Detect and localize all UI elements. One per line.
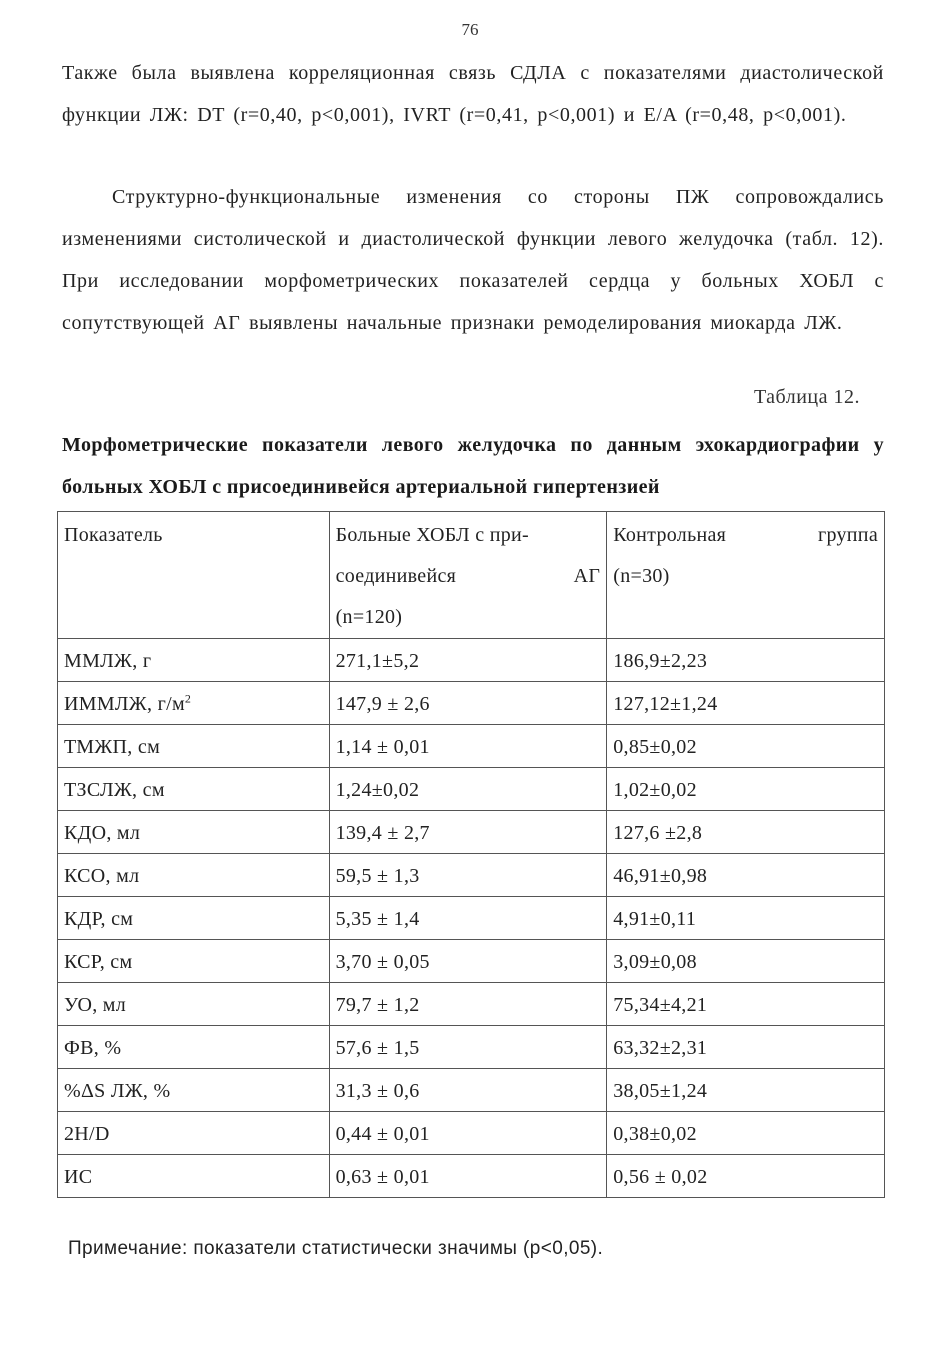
- parameter-label: УО, мл: [64, 994, 127, 1016]
- parameter-label: 2Н/D: [64, 1123, 110, 1145]
- morphometry-table: [57, 511, 885, 1198]
- cell-control-value: 127,12±1,24: [607, 682, 885, 725]
- table-row: [58, 983, 885, 1026]
- header-patients-line2-a: соединивейся: [335, 565, 457, 587]
- cell-patients-value: 1,14 ± 0,01: [329, 725, 607, 768]
- header-patients-line1: Больные ХОБЛ с при-: [335, 524, 529, 546]
- cell-patients-value: 3,70 ± 0,05: [329, 940, 607, 983]
- parameter-label: ИММЛЖ, г/м: [64, 693, 185, 715]
- header-patients-line2: [336, 556, 601, 597]
- table-row: [58, 725, 885, 768]
- table-header-row: [58, 512, 885, 639]
- parameter-label: КСР, см: [64, 951, 133, 973]
- table-row: [58, 682, 885, 725]
- cell-parameter: [58, 639, 330, 682]
- cell-parameter: [58, 897, 330, 940]
- parameter-label: ТЗСЛЖ, см: [64, 779, 165, 801]
- header-control-line1-a: Контрольная: [613, 524, 727, 546]
- parameter-label: %ΔS ЛЖ, %: [64, 1080, 171, 1102]
- header-patients: [329, 512, 607, 639]
- parameter-label: КДО, мл: [64, 822, 141, 844]
- cell-control-value: 4,91±0,11: [607, 897, 885, 940]
- parameter-label: ИС: [64, 1166, 93, 1188]
- header-control-line2: (n=30): [613, 565, 670, 587]
- cell-patients-value: 0,63 ± 0,01: [329, 1155, 607, 1198]
- cell-parameter: [58, 768, 330, 811]
- paragraph-correlation: Также была выявлена корреляционная связь СДЛА с показателями диастолической функции ЛЖ: DT (r=0,40, p<0,001), IVRT (r=0,41, p<0,001) и E/A (r=0,48, p<0,001).: [62, 62, 884, 126]
- cell-patients-value: 79,7 ± 1,2: [329, 983, 607, 1026]
- cell-parameter: [58, 854, 330, 897]
- table-row: [58, 1026, 885, 1069]
- cell-control-value: 0,38±0,02: [607, 1112, 885, 1155]
- header-control: [607, 512, 885, 639]
- cell-parameter: [58, 1069, 330, 1112]
- parameter-label: ТМЖП, см: [64, 736, 161, 758]
- parameter-label: ФВ, %: [64, 1037, 122, 1059]
- cell-control-value: 63,32±2,31: [607, 1026, 885, 1069]
- cell-patients-value: 0,44 ± 0,01: [329, 1112, 607, 1155]
- table-body: [58, 639, 885, 1198]
- cell-patients-value: 147,9 ± 2,6: [329, 682, 607, 725]
- cell-patients-value: 57,6 ± 1,5: [329, 1026, 607, 1069]
- table-row: [58, 811, 885, 854]
- paragraph-structural-changes: Структурно-функциональные изменения со стороны ПЖ сопровождались изменениями систолической и диастолической функции левого желудочка (табл. 12). При исследовании морфометрических показателей сердца у больных ХОБЛ с сопутствующей АГ выявлены начальные признаки ремоделирования миокарда ЛЖ.: [62, 186, 884, 334]
- cell-control-value: 38,05±1,24: [607, 1069, 885, 1112]
- cell-control-value: 1,02±0,02: [607, 768, 885, 811]
- cell-control-value: 0,56 ± 0,02: [607, 1155, 885, 1198]
- cell-parameter: [58, 1155, 330, 1198]
- cell-patients-value: 59,5 ± 1,3: [329, 854, 607, 897]
- parameter-label: КДР, см: [64, 908, 134, 930]
- cell-patients-value: 1,24±0,02: [329, 768, 607, 811]
- cell-parameter: [58, 1112, 330, 1155]
- table-row: [58, 639, 885, 682]
- table-label: Таблица 12.: [753, 386, 860, 408]
- cell-parameter: [58, 811, 330, 854]
- table-note: Примечание: показатели статистически значимы (p<0,05).: [68, 1238, 604, 1259]
- header-control-line1: [613, 515, 878, 556]
- cell-parameter: [58, 940, 330, 983]
- table-row: [58, 940, 885, 983]
- table-row: [58, 1155, 885, 1198]
- header-parameter: [58, 512, 330, 639]
- table-title: Морфометрические показатели левого желудочка по данным эхокардиографии у больных ХОБЛ с присоединивейся артериальной гипертензией: [62, 434, 884, 498]
- cell-parameter: [58, 682, 330, 725]
- table-row: [58, 1112, 885, 1155]
- parameter-label: КСО, мл: [64, 865, 140, 887]
- cell-control-value: 75,34±4,21: [607, 983, 885, 1026]
- cell-patients-value: 5,35 ± 1,4: [329, 897, 607, 940]
- cell-patients-value: 139,4 ± 2,7: [329, 811, 607, 854]
- table-row: [58, 768, 885, 811]
- cell-parameter: [58, 1026, 330, 1069]
- table-row: [58, 854, 885, 897]
- cell-patients-value: 31,3 ± 0,6: [329, 1069, 607, 1112]
- table-row: [58, 1069, 885, 1112]
- cell-parameter: [58, 725, 330, 768]
- parameter-superscript: 2: [184, 691, 192, 706]
- cell-control-value: 46,91±0,98: [607, 854, 885, 897]
- header-parameter-label: Показатель: [64, 524, 163, 546]
- cell-control-value: 127,6 ±2,8: [607, 811, 885, 854]
- table-row: [58, 897, 885, 940]
- header-patients-line3: (n=120): [335, 606, 403, 628]
- header-control-line1-b: группа: [817, 524, 878, 546]
- cell-control-value: 0,85±0,02: [607, 725, 885, 768]
- cell-control-value: 3,09±0,08: [607, 940, 885, 983]
- cell-control-value: 186,9±2,23: [607, 639, 885, 682]
- parameter-label: ММЛЖ, г: [64, 650, 152, 672]
- header-patients-line2-b: АГ: [573, 565, 601, 587]
- page-number: 76: [461, 20, 479, 39]
- cell-parameter: [58, 983, 330, 1026]
- cell-patients-value: 271,1±5,2: [329, 639, 607, 682]
